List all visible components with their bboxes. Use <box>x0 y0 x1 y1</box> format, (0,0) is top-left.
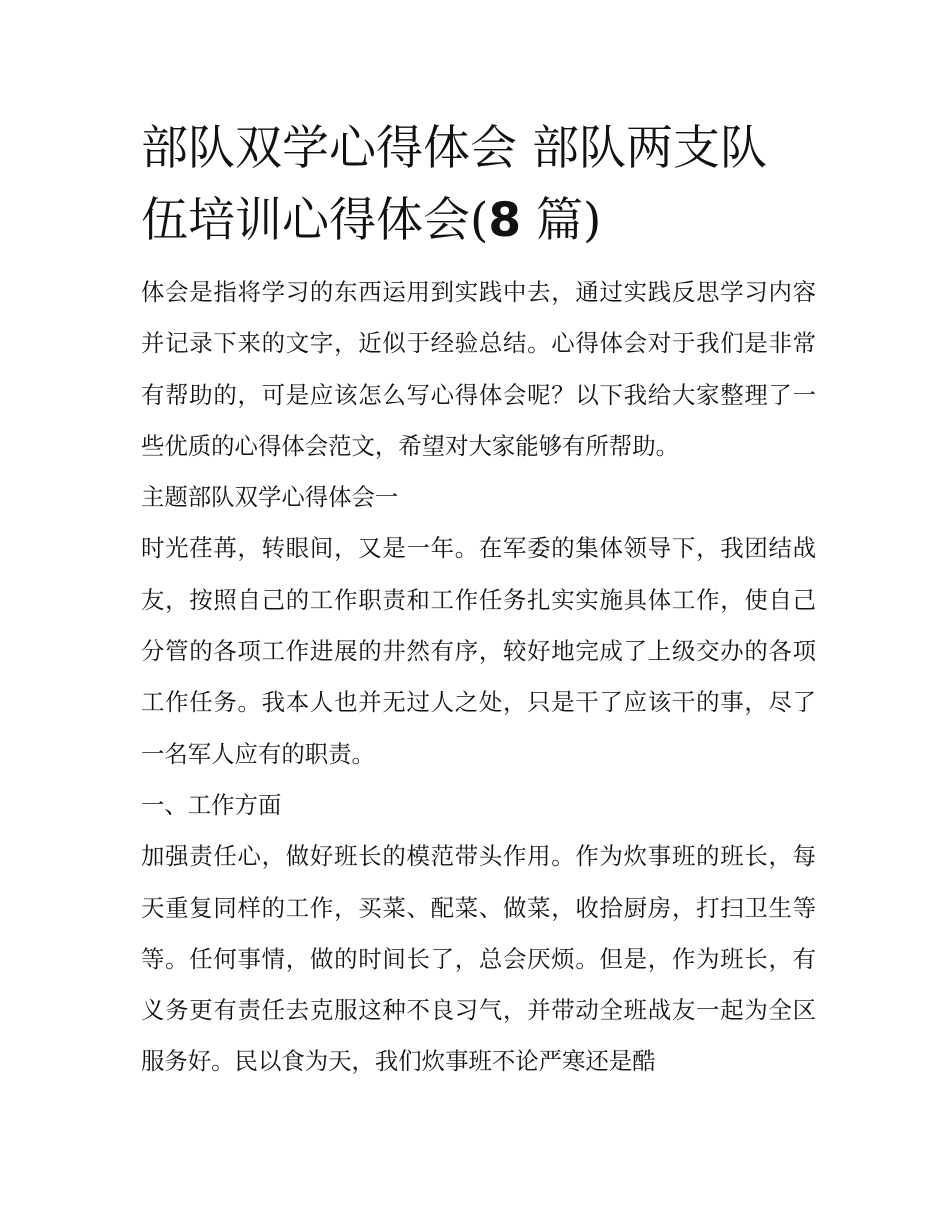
document-content <box>141 113 816 1088</box>
subheading-work: 一、工作方面 <box>141 790 282 819</box>
intro-paragraph: 体会是指将学习的东西运用到实践中去，通过实践反思学习内容并记录下来的文字，近似于经验总结。心得体会对于我们是非常有帮助的，可是应该怎么写心得体会呢？以下我给大家整理了一些优质的心得体会范文，希望对大家能够有所帮助。 <box>141 278 816 460</box>
document-title <box>141 113 816 257</box>
title-article-count: 8 <box>488 193 522 248</box>
body-paragraph-1: 时光荏苒，转眼间，又是一年。在军委的集体领导下，我团结战友，按照自己的工作职责和工作任务扎实实施具体工作，使自己分管的各项工作进展的井然有序，较好地完成了上级交办的各项工作任务。我本人也并无过人之处，只是干了应该干的事，尽了一名军人应有的职责。 <box>141 534 816 768</box>
title-line-2-prefix: 伍培训心得体会( <box>141 193 489 248</box>
title-line-1: 部队双学心得体会 部队两支队 <box>141 121 767 176</box>
title-line-2-suffix: 篇) <box>521 193 602 248</box>
section-heading: 主题部队双学心得体会一 <box>141 483 399 512</box>
body-paragraph-2: 加强责任心，做好班长的模范带头作用。作为炊事班的班长，每天重复同样的工作，买菜、配菜、做菜，收拾厨房，打扫卫生等等。任何事情，做的时间长了，总会厌烦。但是，作为班长，有义务更有责任去克服这种不良习气，并带动全班战友一起为全区服务好。民以食为天，我们炊事班不论严寒还是酷 <box>141 842 816 1076</box>
